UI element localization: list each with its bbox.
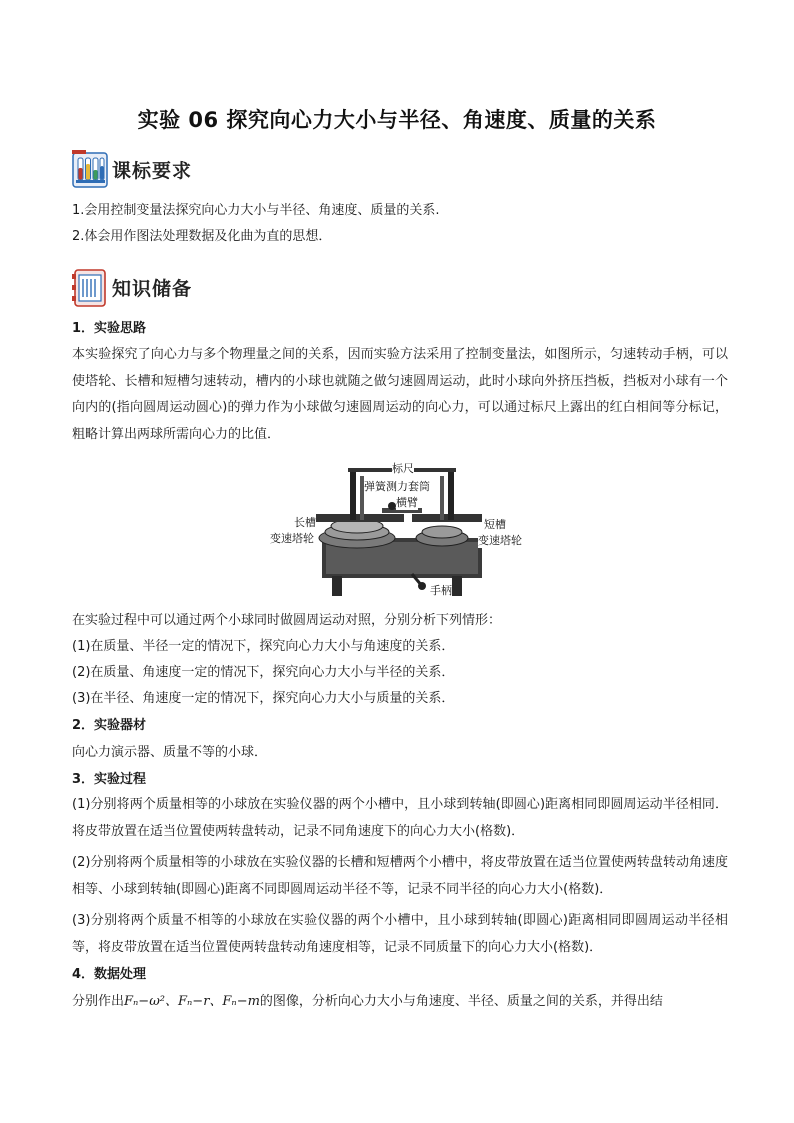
- test-tubes-icon: [72, 150, 108, 190]
- formula-graphs: Fₙ−ω²、Fₙ−r、Fₙ−m: [124, 994, 260, 1009]
- subheading-equipment: 2．实验器材: [72, 718, 147, 733]
- case-item: (3)在半径、角速度一定的情况下，探究向心力大小与质量的关系．: [72, 691, 455, 706]
- procedure-step: (2)分别将两个质量相等的小球放在实验仪器的长槽和短槽两个小槽中，将皮带放置在适当位置使两转盘转动角速度相等、小球到转轴(即圆心)距离不同即圆周运动半径不等，记录不同半径的向心力大小(格数)．: [72, 855, 728, 897]
- label-left-pulley: 变速塔轮: [270, 532, 314, 545]
- section-requirements-title: 课标要求: [112, 160, 193, 182]
- label-long-slot: 长槽: [294, 516, 316, 529]
- label-short-slot: 短槽: [484, 518, 506, 531]
- paragraph-approach: 本实验探究了向心力与多个物理量之间的关系，因而实验方法采用了控制变量法，如图所示，匀速转动手柄，可以使塔轮、长槽和短槽匀速转动，槽内的小球也就随之做匀速圆周运动，此时小球向外挤压挡板，挡板对小球有一个向内的(指向圆周运动圆心)的弹力作为小球做匀速圆周运动的向心力，可以通过标尺上露出的红白相间等分标记，粗略计算出两球所需向心力的比值．: [72, 347, 728, 442]
- data-processing-text-after: 的图像，分析向心力大小与角速度、半径、质量之间的关系，并得出结: [259, 994, 663, 1009]
- label-handle: 手柄: [430, 584, 452, 597]
- label-right-pulley: 变速塔轮: [478, 534, 522, 547]
- paragraph-data-processing: [72, 993, 726, 1011]
- subheading-approach: 1．实验思路: [72, 321, 147, 336]
- section-knowledge-header: [72, 268, 232, 308]
- apparatus-figure: [262, 462, 542, 600]
- page-title: 实验 06 探究向心力大小与半径、角速度、质量的关系: [137, 108, 657, 132]
- case-item: (1)在质量、半径一定的情况下，探究向心力大小与角速度的关系．: [72, 639, 455, 654]
- book-icon: [72, 268, 108, 308]
- paragraph-equipment: 向心力演示器、质量不等的小球．: [72, 745, 268, 760]
- data-processing-text-before: 分别作出: [72, 994, 125, 1009]
- section-knowledge-title: 知识储备: [112, 278, 193, 300]
- case-item: (2)在质量、角速度一定的情况下，探究向心力大小与半径的关系．: [72, 665, 455, 680]
- section-requirements-header: [72, 150, 232, 190]
- requirement-item: 2.体会用作图法处理数据及化曲为直的思想．: [72, 229, 332, 244]
- subheading-procedure: 3．实验过程: [72, 772, 147, 787]
- paragraph-comparison: 在实验过程中可以通过两个小球同时做圆周运动对照，分别分析下列情形：: [72, 613, 502, 628]
- procedure-step: (1)分别将两个质量相等的小球放在实验仪器的两个小槽中，且小球到转轴(即圆心)距离相同即圆周运动半径相同．将皮带放置在适当位置使两转盘转动，记录不同角速度下的向心力大小(格数)．: [72, 797, 728, 839]
- label-arm: 横臂: [396, 496, 418, 509]
- label-ruler: 标尺: [392, 462, 414, 475]
- subheading-data-processing: 4．数据处理: [72, 967, 147, 982]
- label-spring-sleeve: 弹簧测力套筒: [364, 480, 430, 493]
- procedure-step: (3)分别将两个质量不相等的小球放在实验仪器的两个小槽中，且小球到转轴(即圆心)距离相同即圆周运动半径相等，将皮带放置在适当位置使两转盘转动角速度相等，记录不同质量下的向心力大小(格数)．: [72, 913, 728, 955]
- requirement-item: 1.会用控制变量法探究向心力大小与半径、角速度、质量的关系.: [72, 203, 440, 218]
